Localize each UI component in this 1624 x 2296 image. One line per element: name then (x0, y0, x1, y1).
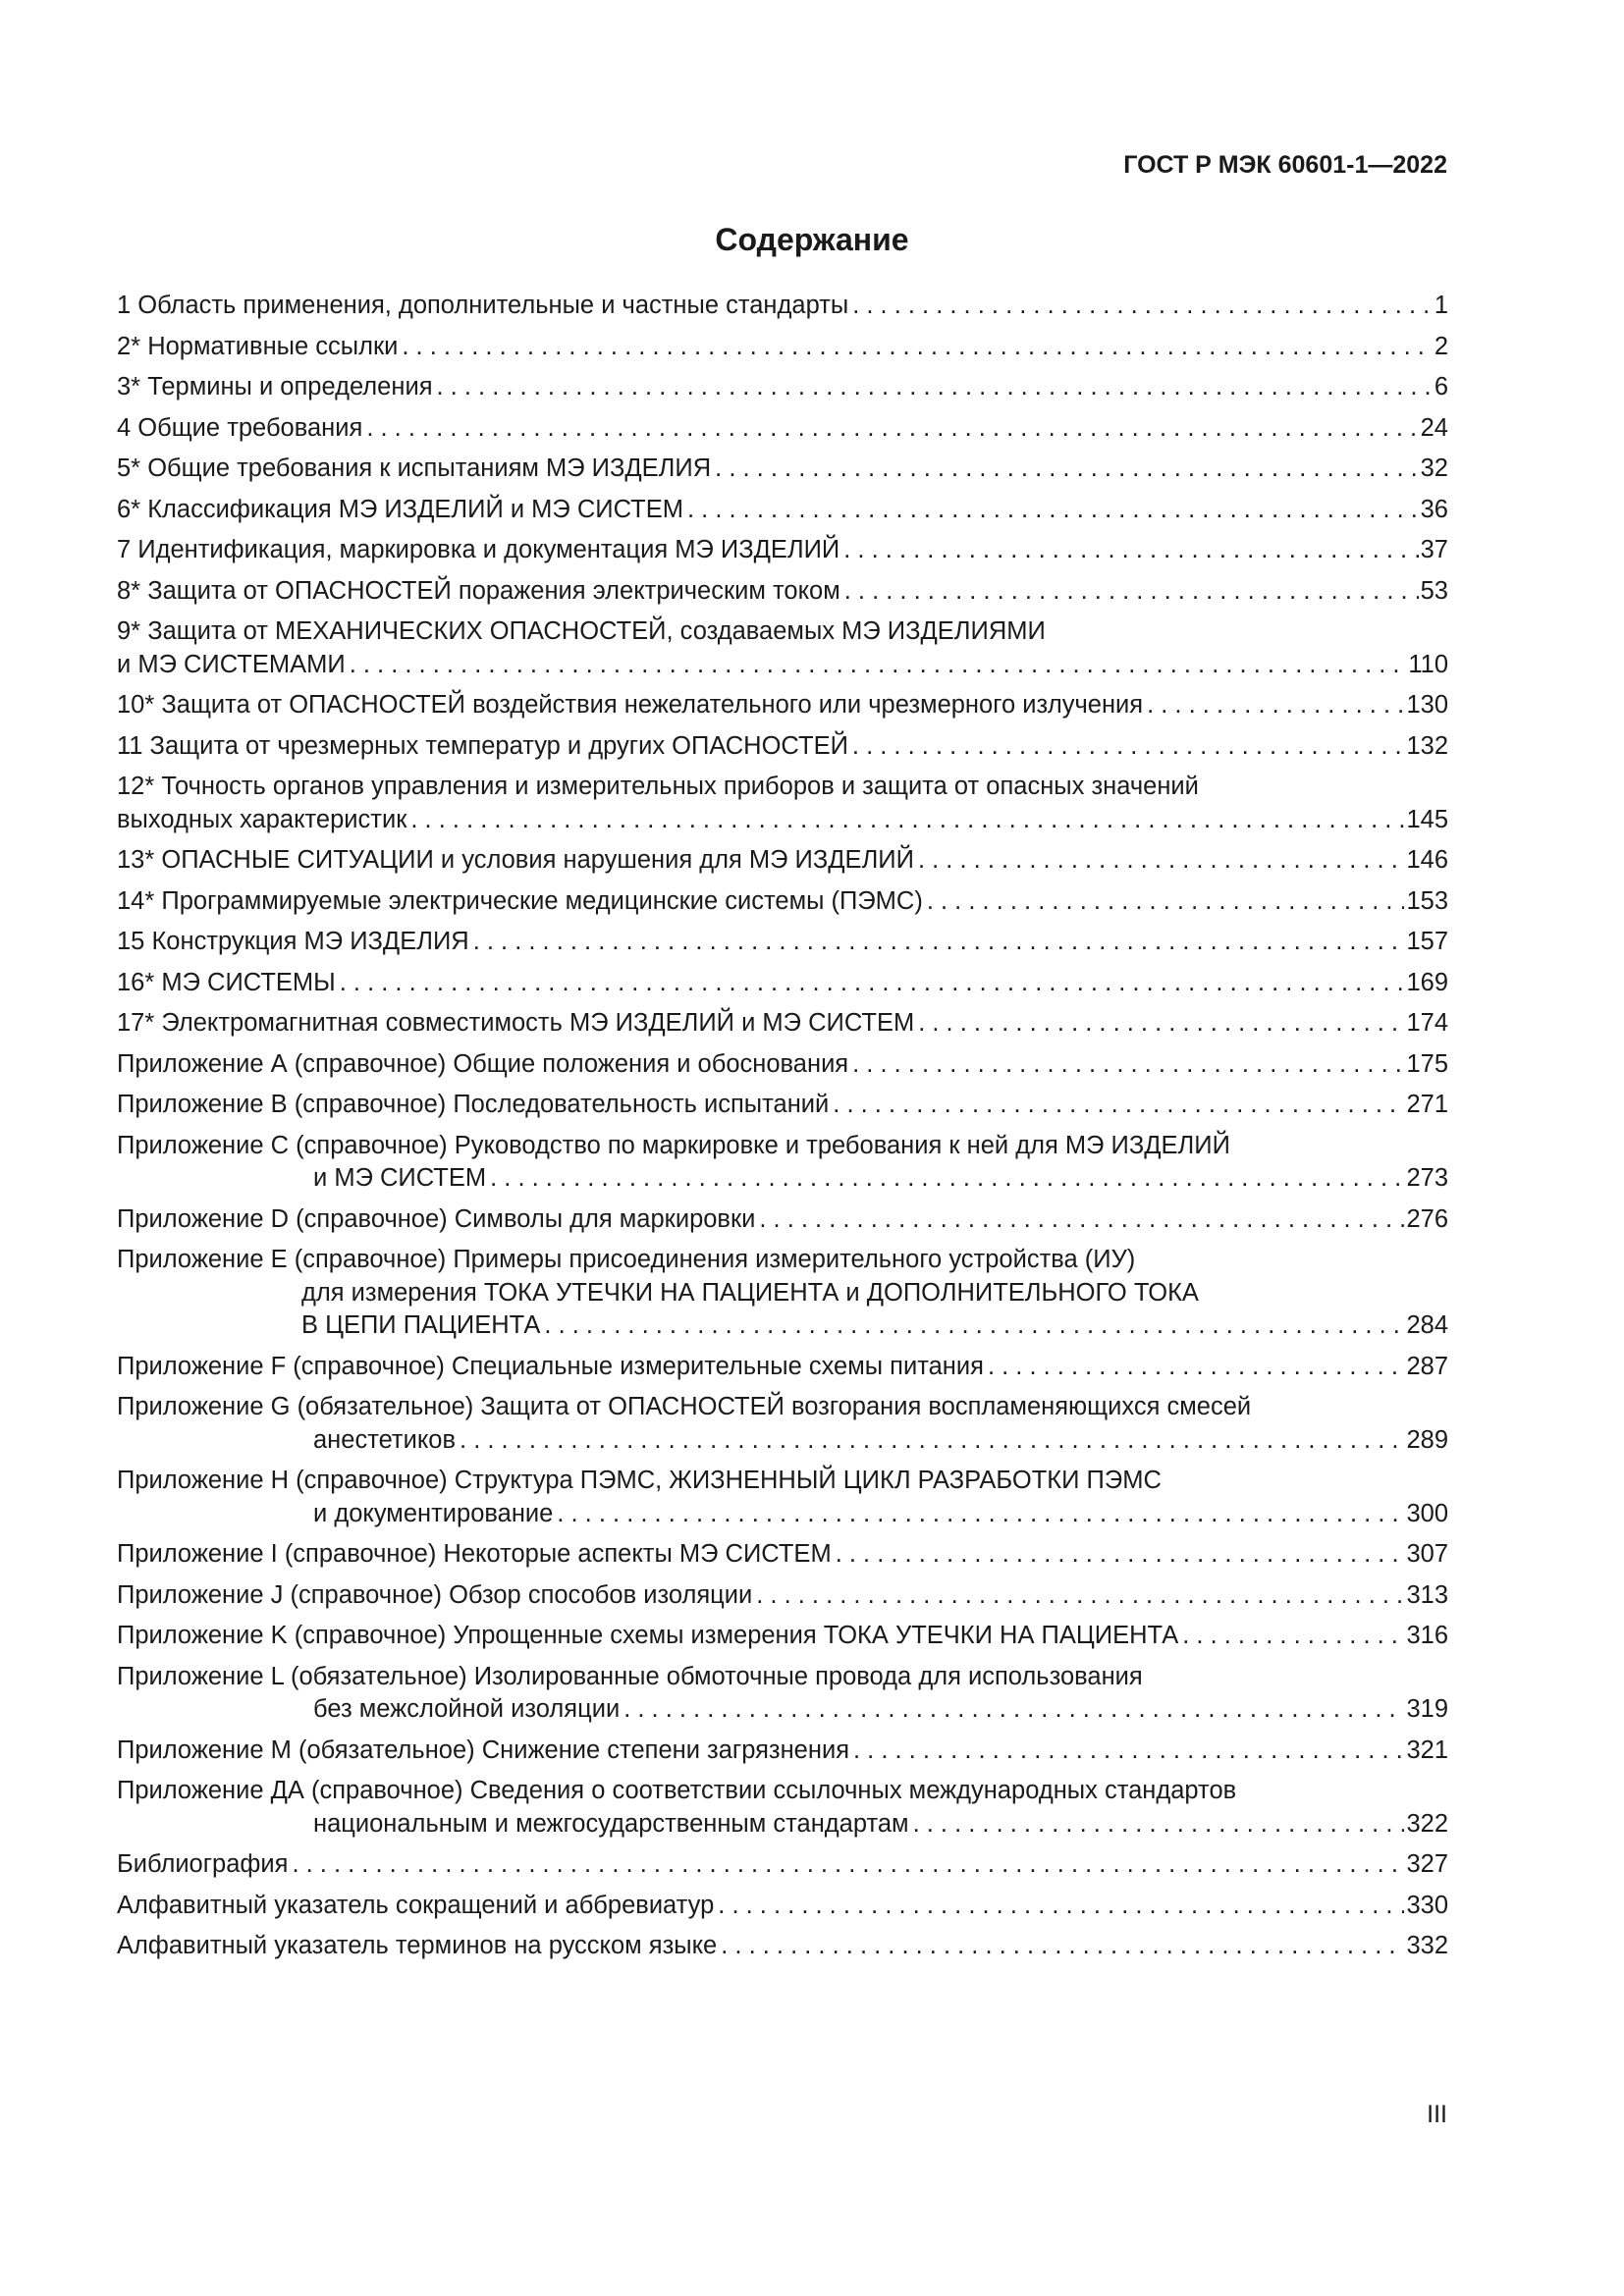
toc-entry[interactable] (117, 290, 1448, 323)
toc-entry[interactable] (117, 771, 1448, 836)
toc-entry-page: 289 (1406, 1425, 1448, 1454)
dot-leader (918, 844, 1404, 878)
toc-entry-title-line2: и МЭ СИСТЕМ (313, 1164, 487, 1192)
toc-entry-title: 5* Общие требования к испытаниям МЭ ИЗДЕЛИЯ (117, 454, 712, 482)
toc-entry[interactable] (117, 494, 1448, 527)
toc-entry-page: 1 (1434, 292, 1448, 319)
dot-leader (852, 290, 1433, 323)
toc-entry-page: 300 (1406, 1499, 1448, 1527)
toc-entry[interactable] (117, 967, 1448, 1000)
document-code: ГОСТ Р МЭК 60601-1—2022 (1123, 151, 1447, 179)
toc-entry[interactable] (117, 1848, 1448, 1882)
toc-entry-title-line1: Приложение С (справочное) Руководство по маркировке и требования к ней для МЭ ИЗДЕЛИЙ (117, 1131, 1230, 1159)
toc-entry-page: 53 (1420, 576, 1448, 605)
toc-entry-title: 3* Термины и определения (117, 373, 433, 400)
toc-entry-page: 24 (1420, 413, 1448, 442)
dot-leader (410, 804, 1404, 837)
toc-entry-page: 307 (1406, 1540, 1448, 1568)
toc-entry[interactable] (117, 575, 1448, 609)
dot-leader (292, 1848, 1404, 1882)
toc-entry-title-line1: Приложение G (обязательное) Защита от ОПАСНОСТЕЙ возгорания воспламеняющихся смесей (117, 1393, 1252, 1420)
toc-entry-page: 110 (1408, 650, 1448, 678)
dot-leader (756, 1579, 1404, 1613)
toc-entry-title: 14* Программируемые электрические медицинские системы (ПЭМС) (117, 886, 923, 915)
toc-entry-title: Приложение В (справочное) Последовательность испытаний (117, 1091, 830, 1118)
toc-entry-title-line1: Приложение ДА (справочное) Сведения о соответствии ссылочных международных стандартов (117, 1777, 1237, 1804)
dot-leader (340, 967, 1405, 1000)
toc-entry[interactable] (117, 331, 1448, 364)
toc-entry-page: 287 (1406, 1352, 1448, 1380)
toc-entry-page: 316 (1406, 1622, 1448, 1649)
toc-entry-page: 132 (1406, 731, 1448, 760)
dot-leader (687, 494, 1419, 527)
toc-entry-title-line1: 9* Защита от МЕХАНИЧЕСКИХ ОПАСНОСТЕЙ, создаваемых МЭ ИЗДЕЛИЯМИ (117, 617, 1046, 645)
toc-entry-page: 276 (1406, 1204, 1448, 1233)
toc-entry-title: 16* МЭ СИСТЕМЫ (117, 968, 336, 996)
toc-entry[interactable] (117, 730, 1448, 764)
dot-leader (473, 926, 1405, 959)
toc-entry-page: 321 (1406, 1735, 1448, 1764)
toc-entry[interactable] (117, 1620, 1448, 1653)
page-number: III (1427, 2101, 1447, 2128)
toc-entry-title: Приложение А (справочное) Общие положения и обоснования (117, 1049, 849, 1078)
toc-entry[interactable] (117, 1579, 1448, 1613)
toc-entry[interactable] (117, 1048, 1448, 1082)
toc-entry-title: 7 Идентификация, маркировка и документация МЭ ИЗДЕЛИЙ (117, 536, 840, 563)
toc-entry-page: 327 (1406, 1850, 1448, 1878)
dot-leader (402, 331, 1432, 364)
toc-entry[interactable] (117, 926, 1448, 959)
toc-entry-page: 157 (1406, 928, 1448, 955)
toc-entry-title: Приложение I (справочное) Некоторые аспекты МЭ СИСТЕМ (117, 1540, 832, 1568)
toc-entry-title: Библиография (117, 1850, 289, 1878)
dot-leader (1182, 1620, 1404, 1653)
toc-entry-title-line2: выходных характеристик (117, 805, 407, 833)
toc-entry[interactable] (117, 689, 1448, 722)
toc-entry[interactable] (117, 453, 1448, 486)
dot-leader (852, 730, 1405, 764)
toc-entry[interactable] (117, 1244, 1448, 1343)
toc-entry-page: 330 (1406, 1891, 1448, 1919)
dot-leader (759, 1203, 1404, 1237)
dot-leader (913, 1808, 1405, 1842)
toc-entry-title-line2: и МЭ СИСТЕМАМИ (117, 650, 346, 678)
toc-entry[interactable] (117, 412, 1448, 446)
toc-entry-title: 11 Защита от чрезмерных температур и других ОПАСНОСТЕЙ (117, 731, 848, 760)
toc-entry-title: 15 Конструкция МЭ ИЗДЕЛИЯ (117, 928, 469, 955)
toc-entry-title: 13* ОПАСНЫЕ СИТУАЦИИ и условия нарушения для МЭ ИЗДЕЛИЙ (117, 846, 914, 874)
toc-entry-title: 6* Классификация МЭ ИЗДЕЛИЙ и МЭ СИСТЕМ (117, 495, 683, 523)
toc-entry[interactable] (117, 1890, 1448, 1923)
toc-entry-page: 322 (1406, 1809, 1448, 1838)
toc-entry[interactable] (117, 615, 1448, 681)
dot-leader (721, 1930, 1404, 1963)
toc-entry-title: Алфавитный указатель терминов на русском языке (117, 1932, 718, 1959)
toc-entry-page: 130 (1406, 691, 1448, 719)
dot-leader (843, 534, 1418, 567)
toc-entry-title-line1: Приложение Е (справочное) Примеры присоединения измерительного устройства (ИУ) (117, 1246, 1136, 1273)
toc-entry-title: 10* Защита от ОПАСНОСТЕЙ воздействия нежелательного или чрезмерного излучения (117, 691, 1144, 719)
dot-leader (544, 1309, 1404, 1343)
toc-entry[interactable] (117, 1930, 1448, 1963)
toc-entry[interactable] (117, 1089, 1448, 1122)
toc-entry-title: 4 Общие требования (117, 413, 363, 442)
toc-entry-page: 319 (1406, 1695, 1448, 1723)
toc-entry-title-line3: В ЦЕПИ ПАЦИЕНТА (301, 1311, 541, 1339)
dot-leader (844, 575, 1419, 609)
toc-entry-title: Приложение М (обязательное) Снижение степени загрязнения (117, 1735, 849, 1764)
toc-entry-title: Приложение F (справочное) Специальные измерительные схемы питания (117, 1352, 984, 1380)
toc-entry-title-line2: и документирование (313, 1499, 554, 1527)
dot-leader (490, 1162, 1404, 1196)
toc-entry-page: 153 (1406, 886, 1448, 915)
toc-entry-title-line2: анестетиков (313, 1425, 457, 1454)
toc-entry[interactable] (117, 1007, 1448, 1041)
toc-entry-title: Приложение D (справочное) Символы для маркировки (117, 1204, 756, 1233)
dot-leader (833, 1089, 1404, 1122)
dot-leader (350, 649, 1407, 682)
toc-entry[interactable] (117, 1130, 1448, 1196)
toc-entry-page: 271 (1406, 1091, 1448, 1118)
dot-leader (557, 1498, 1404, 1531)
dot-leader (460, 1424, 1404, 1458)
toc-entry-page: 36 (1420, 495, 1448, 523)
toc-entry-title: Алфавитный указатель сокращений и аббревиатур (117, 1891, 715, 1919)
toc-entry-title-line2: без межслойной изоляции (313, 1695, 621, 1723)
dot-leader (366, 412, 1418, 446)
toc-entry[interactable] (117, 1351, 1448, 1384)
dot-leader (853, 1735, 1404, 1768)
dot-leader (623, 1693, 1404, 1727)
toc-entry-title-line1: Приложение Н (справочное) Структура ПЭМС, ЖИЗНЕННЫЙ ЦИКЛ РАЗРАБОТКИ ПЭМС (117, 1467, 1162, 1494)
dot-leader (918, 1007, 1404, 1041)
toc-entry-page: 146 (1406, 846, 1448, 874)
toc-entry-page: 175 (1406, 1049, 1448, 1078)
dot-leader (718, 1890, 1404, 1923)
toc-entry[interactable] (117, 534, 1448, 567)
toc-entry-title-line2: национальным и межгосударственным стандартам (313, 1809, 909, 1838)
toc-entry-page: 273 (1406, 1164, 1448, 1192)
toc-entry[interactable] (117, 844, 1448, 878)
toc-entry-page: 37 (1420, 536, 1448, 563)
toc-entry[interactable] (117, 1735, 1448, 1768)
dot-leader (1147, 689, 1404, 722)
toc-entry-page: 332 (1406, 1932, 1448, 1959)
dot-leader (437, 371, 1433, 404)
toc-entry-title-line1: 12* Точность органов управления и измерительных приборов и защита от опасных значений (117, 773, 1199, 800)
toc-entry-title: 2* Нормативные ссылки (117, 332, 399, 360)
toc-entry[interactable] (117, 1661, 1448, 1727)
dot-leader (988, 1351, 1405, 1384)
toc-entry[interactable] (117, 1538, 1448, 1572)
dot-leader (836, 1538, 1405, 1572)
toc-entry-page: 32 (1420, 454, 1448, 482)
toc-entry-title: 8* Защита от ОПАСНОСТЕЙ поражения электрическим током (117, 576, 840, 605)
toc-entry-title: Приложение K (справочное) Упрощенные схемы измерения ТОКА УТЕЧКИ НА ПАЦИЕНТА (117, 1622, 1179, 1649)
toc-entry[interactable] (117, 371, 1448, 404)
toc-title: Содержание (715, 222, 909, 257)
toc-entry-title: 17* Электромагнитная совместимость МЭ ИЗДЕЛИЙ и МЭ СИСТЕМ (117, 1009, 915, 1037)
toc-entry-page: 145 (1406, 805, 1448, 833)
toc-entry[interactable] (117, 1465, 1448, 1530)
dot-leader (852, 1048, 1404, 1082)
toc-entry-page: 284 (1406, 1311, 1448, 1339)
toc-entry-title-line2: для измерения ТОКА УТЕЧКИ НА ПАЦИЕНТА и ДОПОЛНИТЕЛЬНОГО ТОКА (301, 1278, 1199, 1307)
toc-entry-page: 169 (1406, 968, 1448, 996)
toc-entry-title-line1: Приложение L (обязательное) Изолированные обмоточные провода для использования (117, 1662, 1143, 1690)
toc-entry-page: 174 (1406, 1009, 1448, 1037)
toc-entry-page: 2 (1434, 332, 1448, 360)
toc-entry-title: Приложение J (справочное) Обзор способов изоляции (117, 1580, 753, 1609)
table-of-contents (117, 290, 1448, 1971)
toc-entry-title: 1 Область применения, дополнительные и частные стандарты (117, 292, 849, 319)
toc-entry[interactable] (117, 1775, 1448, 1841)
toc-entry[interactable] (117, 1203, 1448, 1237)
dot-leader (715, 453, 1418, 486)
toc-entry-page: 6 (1434, 373, 1448, 400)
toc-entry-page: 313 (1406, 1580, 1448, 1609)
toc-entry[interactable] (117, 885, 1448, 919)
dot-leader (927, 885, 1405, 919)
toc-entry[interactable] (117, 1391, 1448, 1457)
